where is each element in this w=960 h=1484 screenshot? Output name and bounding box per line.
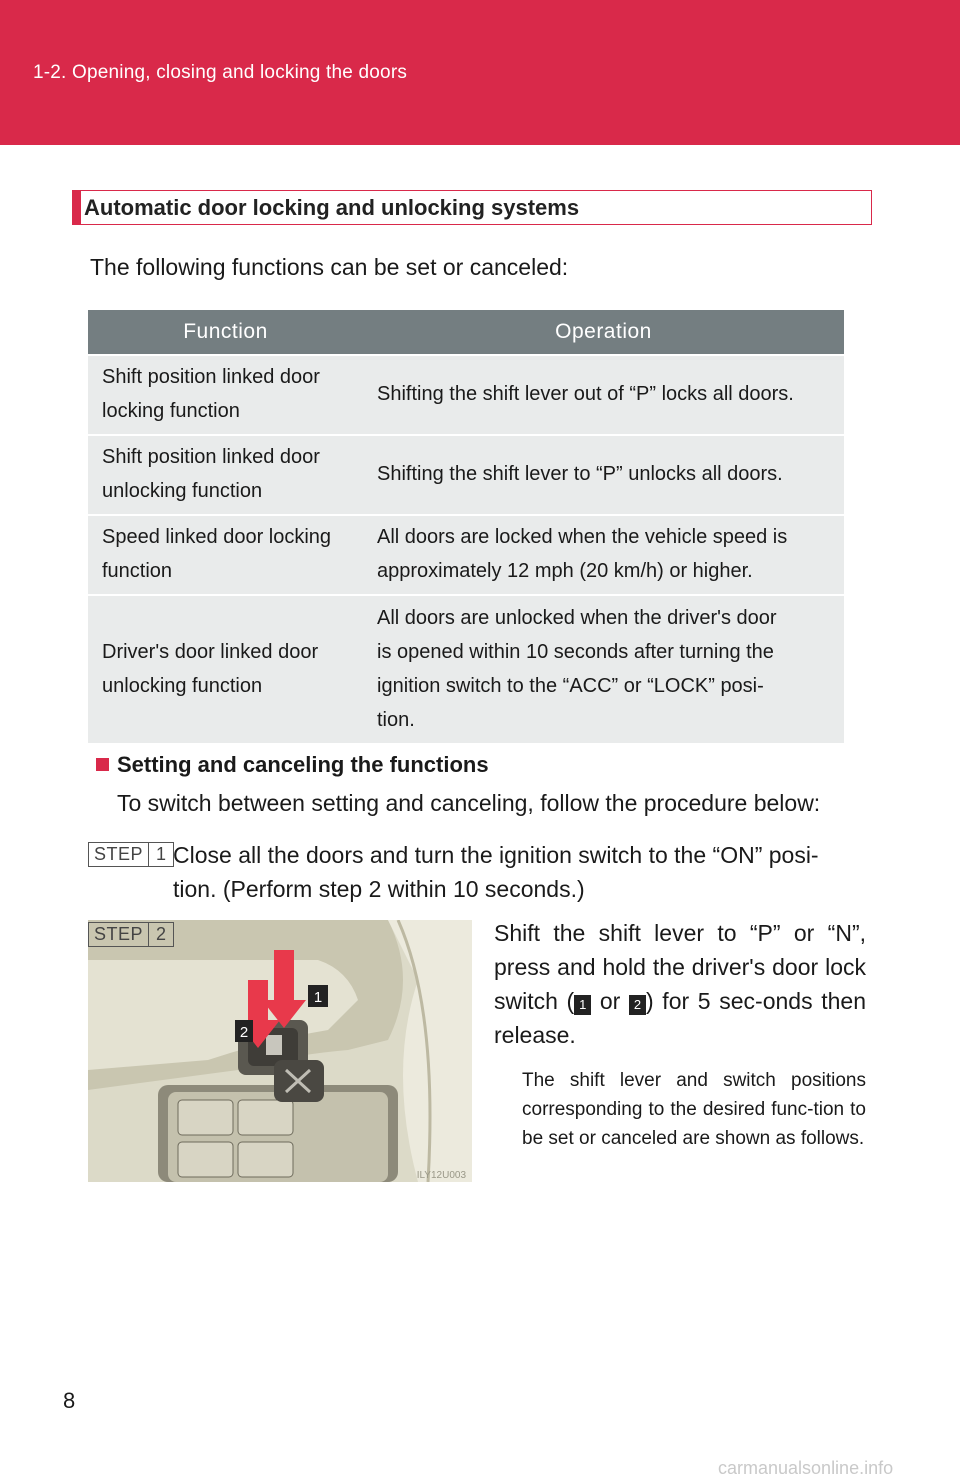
table-row — [88, 595, 844, 743]
table-row — [88, 435, 844, 515]
section-title: Automatic door locking and unlocking systems — [84, 195, 580, 220]
procedure-intro: To switch between setting and canceling, follow the procedure below: — [117, 790, 821, 816]
step2-note: The shift lever and switch positions corresponding to the desired func-tion to be set or canceled are shown as follows. — [522, 1070, 866, 1149]
operation-cell: Shifting the shift lever out of “P” locks all doors. — [363, 355, 844, 435]
column-header-operation: Operation — [363, 310, 844, 355]
functions-table — [88, 310, 844, 743]
watermark: carmanualsonline.info — [718, 1458, 894, 1478]
door-lock-switch-photo — [88, 920, 472, 1182]
column-header-function: Function — [88, 310, 363, 355]
figure-code: ILY12U003 — [416, 1170, 466, 1181]
table-row — [88, 355, 844, 435]
intro-text: The following functions can be set or canceled: — [90, 254, 569, 280]
table-row — [88, 515, 844, 595]
step1-badge: STEP 1 — [88, 842, 174, 867]
operation-cell: Shifting the shift lever to “P” unlocks all doors. — [363, 435, 844, 515]
page-number: 8 — [63, 1388, 76, 1413]
step1-text: Close all the doors and turn the ignition switch to the “ON” posi- tion. (Perform step 2 within 10 seconds.) — [173, 842, 819, 902]
table-header-row — [88, 310, 844, 355]
operation-cell: All doors are unlocked when the driver's door is opened within 10 seconds after turning the ignition switch to the “ACC” or “LOCK” posi- tion. — [363, 595, 844, 743]
square-bullet-icon — [96, 758, 109, 771]
step2-badge: STEP 2 — [88, 922, 174, 947]
operation-cell: All doors are locked when the vehicle speed is approximately 12 mph (20 km/h) or higher. — [363, 515, 844, 595]
function-cell: Speed linked door locking function — [88, 515, 363, 595]
function-cell: Shift position linked door locking function — [88, 355, 363, 435]
callout-2: 2 — [239, 1024, 249, 1041]
switch-1-badge: 1 — [574, 995, 591, 1015]
switch-2-badge: 2 — [629, 995, 646, 1015]
function-cell: Driver's door linked door unlocking function — [88, 595, 363, 743]
step2-text: Shift the shift lever to “P” or “N”, press and hold the driver's door lock switch ( 1 or 2 ) for 5 sec-onds then release. — [494, 920, 866, 1048]
page-header — [0, 0, 960, 145]
callout-1: 1 — [313, 989, 323, 1006]
breadcrumb: 1-2. Opening, closing and locking the doors — [33, 62, 408, 83]
function-cell: Shift position linked door unlocking function — [88, 435, 363, 515]
subsection-heading: Setting and canceling the functions — [96, 752, 489, 778]
